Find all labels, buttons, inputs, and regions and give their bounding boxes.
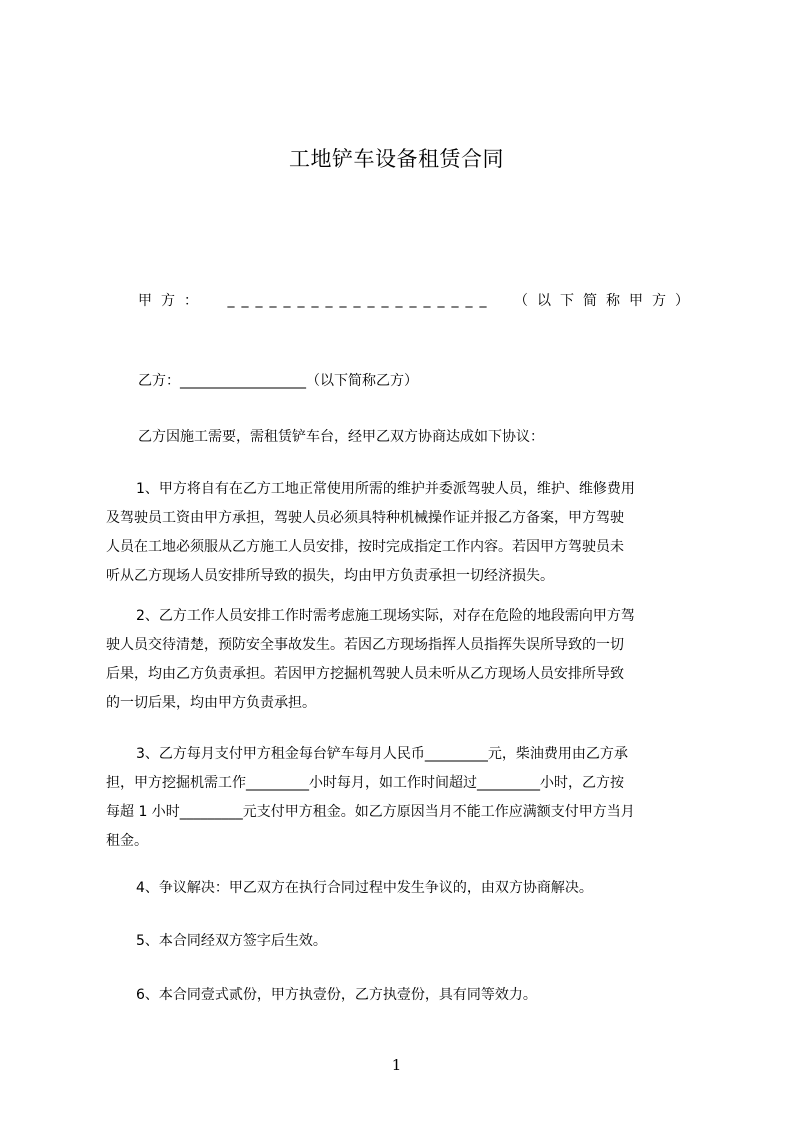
document-title: 工地铲车设备租赁合同 — [289, 147, 504, 171]
clause-5: 5、本合同经双方签字后生效。 — [136, 933, 327, 949]
clause-3-line-4: 租金。 — [106, 833, 148, 849]
intro-paragraph: 乙方因施工需要，需租赁铲车台，经甲乙双方协商达成如下协议： — [138, 429, 544, 445]
clause-1-line-2: 及驾驶员工资由甲方承担，驾驶人员必须具特种机械操作证并报乙方备案，甲方驾驶 — [106, 510, 624, 526]
clause-3-line-1: 3、乙方每月支付甲方租金每台铲车每月人民币_________元，柴油费用由乙方承 — [136, 746, 628, 762]
party-a-line — [138, 290, 698, 310]
clause-6: 6、本合同壹式贰份，甲方执壹份，乙方执壹份，具有同等效力。 — [136, 987, 537, 1003]
clause-1-line-1: 1、甲方将自有在乙方工地正常使用所需的维护并委派驾驶人员，维护、维修费用 — [136, 481, 635, 497]
clause-3-line-2: 担，甲方挖掘机需工作_________小时每月，如工作时间超过_________小时，乙方按 — [106, 775, 624, 791]
party-a-note: （以下简称甲方） — [514, 293, 698, 309]
clause-1 — [106, 475, 698, 591]
clause-4: 4、争议解决：甲乙双方在执行合同过程中发生争议的，由双方协商解决。 — [136, 880, 593, 896]
clause-2 — [106, 602, 698, 718]
party-a-blank: ___________________ — [227, 292, 494, 308]
clause-2-line-4: 的一切后果，均由甲方负责承担。 — [106, 695, 316, 711]
clause-2-line-2: 驶人员交待清楚，预防安全事故发生。若因乙方现场指挥人员指挥失误所导致的一切 — [106, 637, 624, 653]
clause-2-line-1: 2、乙方工作人员安排工作时需考虑施工现场实际，对存在危险的地段需向甲方驾 — [136, 608, 635, 624]
clause-1-line-3: 人员在工地必须服从乙方施工人员安排，按时完成指定工作内容。若因甲方驾驶员未 — [106, 539, 624, 555]
page-number: 1 — [391, 1056, 402, 1074]
clause-3-line-3: 每超 1 小时_________元支付甲方租金。如乙方原因当月不能工作应满额支付甲方当月 — [106, 804, 635, 820]
clause-1-line-4: 听从乙方现场人员安排所导致的损失，均由甲方负责承担一切经济损失。 — [106, 568, 554, 584]
clause-3 — [106, 740, 698, 856]
clause-2-line-3: 后果，均由乙方负责承担。若因甲方挖掘机驾驶人员未听从乙方现场人员安排所导致 — [106, 666, 624, 682]
party-a-label: 甲方： — [138, 293, 207, 309]
party-b-line: 乙方：__________________（以下简称乙方） — [138, 373, 418, 389]
